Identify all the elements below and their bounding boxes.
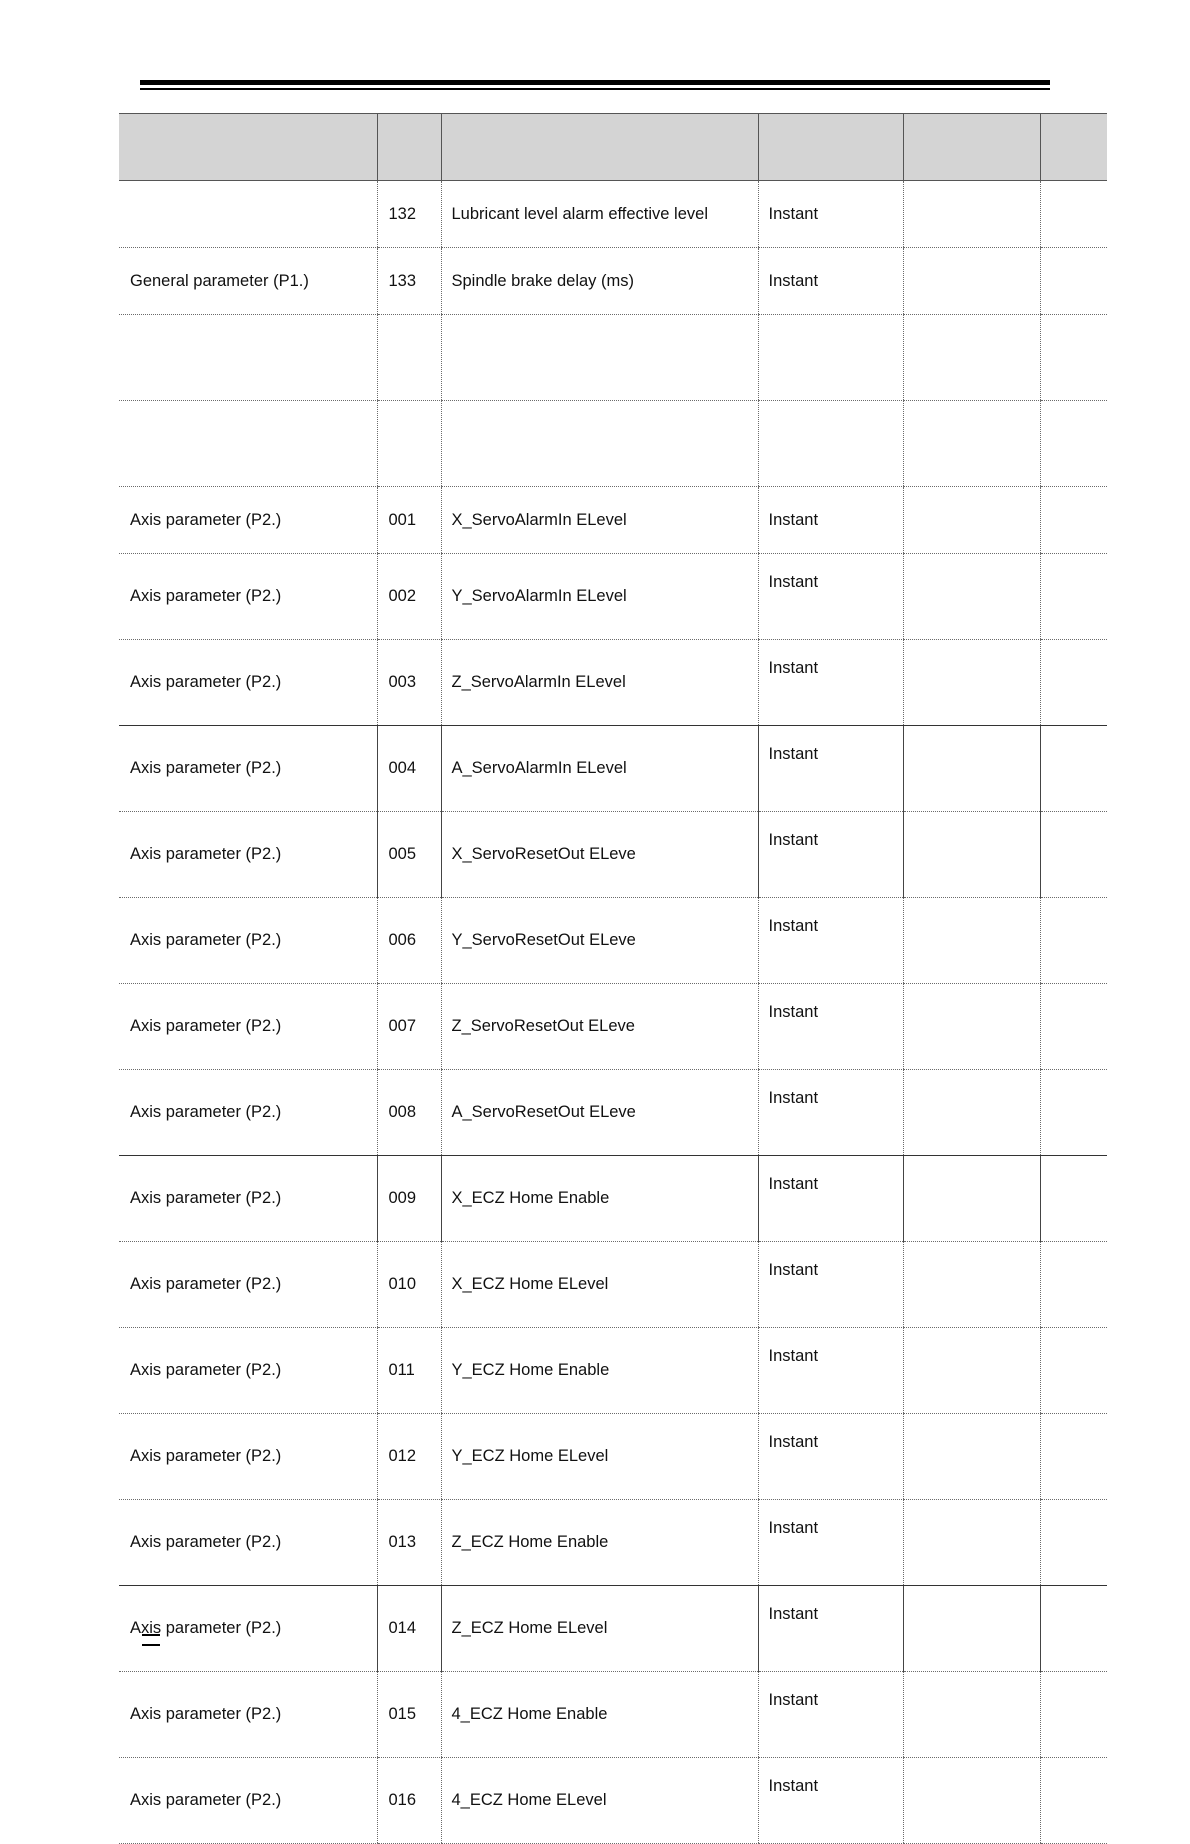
row-blank-cell — [903, 1414, 1040, 1500]
row-blank-cell — [1040, 487, 1107, 554]
row-index: 007 — [377, 984, 441, 1070]
row-name: A_ServoResetOut ELeve — [441, 1070, 758, 1156]
row-blank-cell — [1040, 1242, 1107, 1328]
row-category: Axis parameter (P2.) — [119, 1758, 377, 1844]
row-blank-cell — [1040, 726, 1107, 812]
row-name: X_ServoAlarmIn ELevel — [441, 487, 758, 554]
row-index: 016 — [377, 1758, 441, 1844]
row-blank-cell — [903, 181, 1040, 248]
table-row — [119, 1328, 1107, 1414]
table-row — [119, 1758, 1107, 1844]
header-rule — [140, 80, 1050, 85]
row-index: 010 — [377, 1242, 441, 1328]
row-blank-cell — [903, 401, 1040, 487]
table-row — [119, 1672, 1107, 1758]
row-blank-cell — [1040, 1414, 1107, 1500]
row-category: Axis parameter (P2.) — [119, 1672, 377, 1758]
row-category: Axis parameter (P2.) — [119, 726, 377, 812]
table-row — [119, 640, 1107, 726]
row-blank-cell — [1040, 1500, 1107, 1586]
row-effective: Instant — [758, 1414, 903, 1500]
row-category: Axis parameter (P2.) — [119, 1414, 377, 1500]
row-blank-cell — [903, 1156, 1040, 1242]
row-blank-cell — [903, 984, 1040, 1070]
header-cell-effective — [758, 114, 903, 181]
row-blank-cell — [903, 315, 1040, 401]
row-name: Y_ECZ Home Enable — [441, 1328, 758, 1414]
row-index: 004 — [377, 726, 441, 812]
table-row — [119, 726, 1107, 812]
row-index: 132 — [377, 181, 441, 248]
row-blank-cell — [903, 898, 1040, 984]
table-header-row — [119, 114, 1107, 181]
row-name: Z_ServoAlarmIn ELevel — [441, 640, 758, 726]
table-row — [119, 898, 1107, 984]
row-effective: Instant — [758, 812, 903, 898]
row-blank-cell — [1040, 812, 1107, 898]
row-index: 003 — [377, 640, 441, 726]
row-index — [377, 401, 441, 487]
row-index: 011 — [377, 1328, 441, 1414]
row-name: Spindle brake delay (ms) — [441, 248, 758, 315]
row-blank-cell — [903, 1586, 1040, 1672]
row-blank-cell — [903, 1500, 1040, 1586]
table-row — [119, 812, 1107, 898]
row-name: Lubricant level alarm effective level — [441, 181, 758, 248]
row-category — [119, 401, 377, 487]
row-name — [441, 315, 758, 401]
row-blank-cell — [1040, 898, 1107, 984]
table-row — [119, 181, 1107, 248]
header-rule-thin — [140, 88, 1050, 90]
row-effective: Instant — [758, 554, 903, 640]
row-blank-cell — [903, 1672, 1040, 1758]
row-blank-cell — [1040, 1758, 1107, 1844]
row-name: X_ECZ Home ELevel — [441, 1242, 758, 1328]
row-effective: Instant — [758, 1758, 903, 1844]
row-name: X_ECZ Home Enable — [441, 1156, 758, 1242]
table-row — [119, 1414, 1107, 1500]
table-row — [119, 1586, 1107, 1672]
table-row — [119, 1500, 1107, 1586]
row-index: 012 — [377, 1414, 441, 1500]
row-blank-cell — [903, 1242, 1040, 1328]
row-effective: Instant — [758, 1586, 903, 1672]
table-row — [119, 1070, 1107, 1156]
row-blank-cell — [1040, 315, 1107, 401]
row-category: Axis parameter (P2.) — [119, 898, 377, 984]
row-effective: Instant — [758, 726, 903, 812]
row-category — [119, 181, 377, 248]
row-blank-cell — [1040, 1586, 1107, 1672]
row-category: Axis parameter (P2.) — [119, 487, 377, 554]
row-blank-cell — [903, 487, 1040, 554]
row-category: Axis parameter (P2.) — [119, 1500, 377, 1586]
row-blank-cell — [1040, 401, 1107, 487]
table-row — [119, 487, 1107, 554]
row-blank-cell — [1040, 984, 1107, 1070]
row-name — [441, 401, 758, 487]
parameter-table — [119, 113, 1107, 1844]
row-effective: Instant — [758, 1070, 903, 1156]
table-row — [119, 1242, 1107, 1328]
row-category: Axis parameter (P2.) — [119, 1586, 377, 1672]
row-blank-cell — [1040, 248, 1107, 315]
row-blank-cell — [903, 726, 1040, 812]
row-category: Axis parameter (P2.) — [119, 640, 377, 726]
row-category: Axis parameter (P2.) — [119, 1070, 377, 1156]
row-name: A_ServoAlarmIn ELevel — [441, 726, 758, 812]
row-category: Axis parameter (P2.) — [119, 984, 377, 1070]
row-blank-cell — [903, 1328, 1040, 1414]
row-effective: Instant — [758, 898, 903, 984]
row-blank-cell — [903, 1758, 1040, 1844]
header-cell-5 — [903, 114, 1040, 181]
row-index: 008 — [377, 1070, 441, 1156]
row-effective — [758, 315, 903, 401]
row-index: 014 — [377, 1586, 441, 1672]
table-row — [119, 315, 1107, 401]
row-index: 133 — [377, 248, 441, 315]
footer-mark — [142, 1634, 160, 1646]
row-effective — [758, 401, 903, 487]
row-index: 001 — [377, 487, 441, 554]
row-blank-cell — [903, 640, 1040, 726]
row-category: Axis parameter (P2.) — [119, 1328, 377, 1414]
table-row — [119, 1156, 1107, 1242]
table-row — [119, 554, 1107, 640]
row-effective: Instant — [758, 984, 903, 1070]
row-name: Y_ServoAlarmIn ELevel — [441, 554, 758, 640]
row-name: X_ServoResetOut ELeve — [441, 812, 758, 898]
row-category: Axis parameter (P2.) — [119, 1156, 377, 1242]
row-name: Z_ECZ Home ELevel — [441, 1586, 758, 1672]
row-blank-cell — [1040, 1672, 1107, 1758]
row-blank-cell — [903, 1070, 1040, 1156]
row-blank-cell — [903, 812, 1040, 898]
row-effective: Instant — [758, 248, 903, 315]
row-category: Axis parameter (P2.) — [119, 812, 377, 898]
row-index: 013 — [377, 1500, 441, 1586]
row-category — [119, 315, 377, 401]
row-name: Y_ECZ Home ELevel — [441, 1414, 758, 1500]
row-category: Axis parameter (P2.) — [119, 554, 377, 640]
row-effective: Instant — [758, 487, 903, 554]
table-row — [119, 401, 1107, 487]
row-index: 006 — [377, 898, 441, 984]
table-row — [119, 248, 1107, 315]
row-name: 4_ECZ Home ELevel — [441, 1758, 758, 1844]
row-blank-cell — [1040, 1328, 1107, 1414]
header-cell-6 — [1040, 114, 1107, 181]
header-cell-name — [441, 114, 758, 181]
row-category: Axis parameter (P2.) — [119, 1242, 377, 1328]
row-blank-cell — [903, 248, 1040, 315]
row-effective: Instant — [758, 1156, 903, 1242]
header-cell-category — [119, 114, 377, 181]
row-blank-cell — [1040, 1156, 1107, 1242]
row-name: Z_ServoResetOut ELeve — [441, 984, 758, 1070]
row-index: 002 — [377, 554, 441, 640]
row-effective: Instant — [758, 1672, 903, 1758]
row-blank-cell — [1040, 1070, 1107, 1156]
row-effective: Instant — [758, 1242, 903, 1328]
table-row — [119, 984, 1107, 1070]
row-index: 005 — [377, 812, 441, 898]
row-blank-cell — [1040, 640, 1107, 726]
row-effective: Instant — [758, 181, 903, 248]
row-blank-cell — [1040, 554, 1107, 640]
row-index — [377, 315, 441, 401]
row-effective: Instant — [758, 1500, 903, 1586]
row-name: 4_ECZ Home Enable — [441, 1672, 758, 1758]
row-index: 015 — [377, 1672, 441, 1758]
header-cell-index — [377, 114, 441, 181]
row-effective: Instant — [758, 640, 903, 726]
row-category: General parameter (P1.) — [119, 248, 377, 315]
row-blank-cell — [1040, 181, 1107, 248]
row-blank-cell — [903, 554, 1040, 640]
row-index: 009 — [377, 1156, 441, 1242]
row-effective: Instant — [758, 1328, 903, 1414]
row-name: Y_ServoResetOut ELeve — [441, 898, 758, 984]
row-name: Z_ECZ Home Enable — [441, 1500, 758, 1586]
